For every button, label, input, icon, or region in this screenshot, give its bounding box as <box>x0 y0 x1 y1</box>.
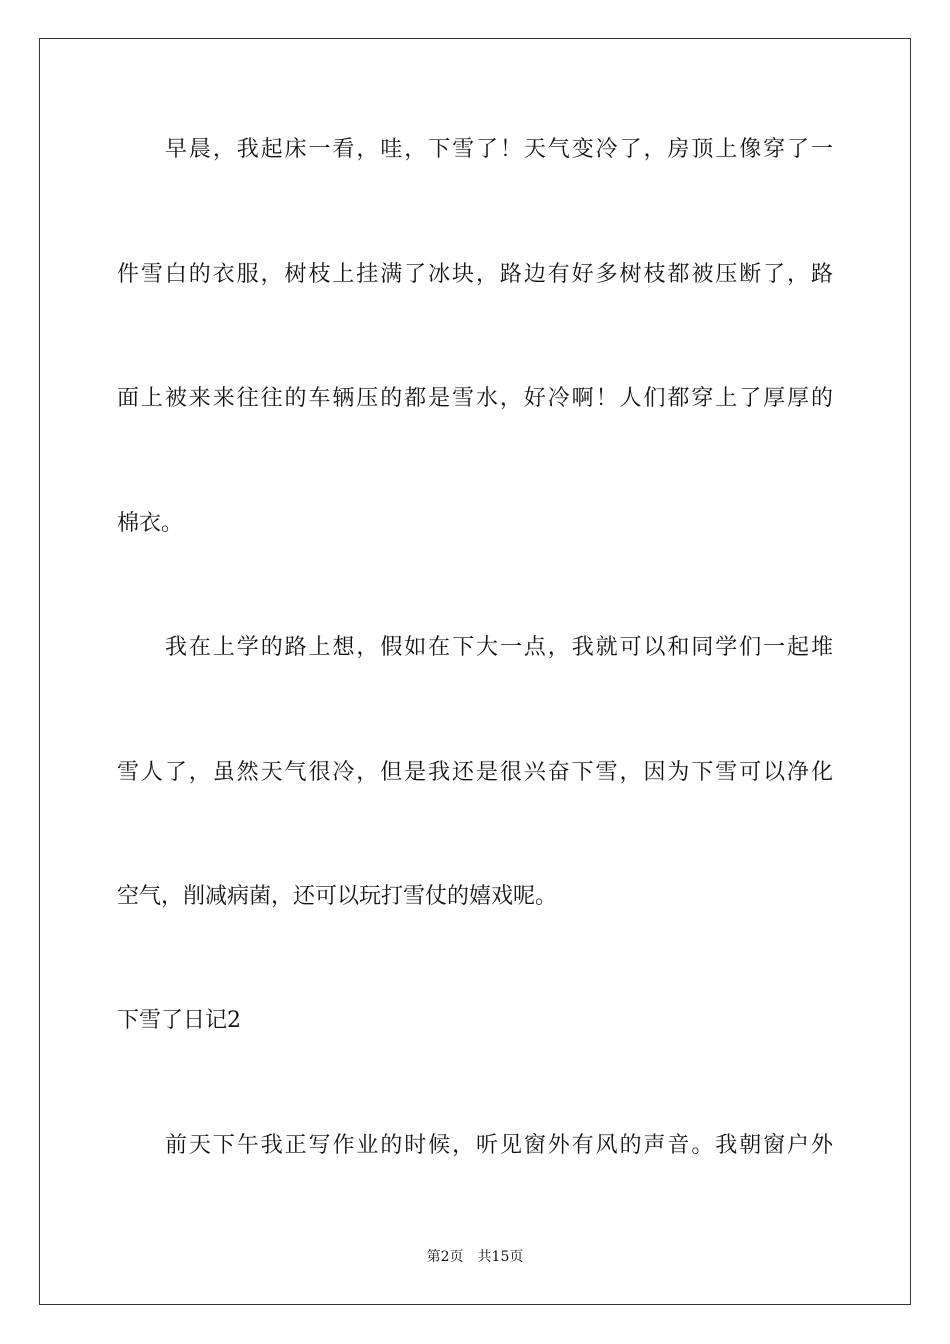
paragraph-1-line-1: 早晨，我起床一看，哇，下雪了！天气变冷了，房顶上像穿了一 <box>165 137 833 162</box>
paragraph-1-line-3: 面上被来来往往的车辆压的都是雪水，好冷啊！人们都穿上了厚厚的 <box>117 386 833 411</box>
paragraph-2-line-2: 雪人了，虽然天气很冷，但是我还是很兴奋下雪，因为下雪可以净化 <box>117 760 833 785</box>
paragraph-1-line-2: 件雪白的衣服，树枝上挂满了冰块，路边有好多树枝都被压断了，路 <box>117 262 833 287</box>
page-footer <box>0 1247 950 1267</box>
page-number: 第2页 <box>426 1249 464 1265</box>
page-border <box>39 38 911 1305</box>
page-total: 共15页 <box>477 1249 524 1265</box>
paragraph-3-line-1: 前天下午我正写作业的时候，听见窗外有风的声音。我朝窗户外 <box>165 1133 833 1158</box>
paragraph-2-line-3: 空气，削减病菌，还可以玩打雪仗的嬉戏呢。 <box>117 884 558 909</box>
section-heading: 下雪了日记2 <box>117 1008 241 1033</box>
paragraph-1-line-4: 棉衣。 <box>117 511 184 536</box>
paragraph-2-line-1: 我在上学的路上想，假如在下大一点，我就可以和同学们一起堆 <box>165 635 833 660</box>
